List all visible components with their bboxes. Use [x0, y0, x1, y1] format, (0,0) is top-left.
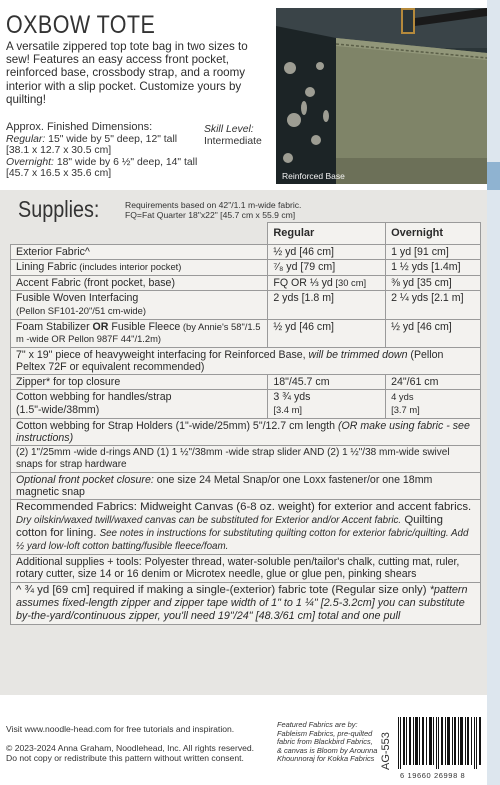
foam-or: OR: [92, 320, 109, 333]
foam-stabilizer-regular: ½ yd [46 cm]: [268, 319, 386, 347]
photo-caption: Reinforced Base: [282, 171, 345, 181]
webbing-cell: [11, 390, 268, 418]
strap-holders-note: (OR make using fabric - see instructions): [16, 419, 470, 444]
exterior-fabric-regular: ½ yd [46 cm]: [268, 244, 386, 260]
pattern-description: A versatile zippered top tote bag in two sizes to sew! Features an easy access front pocket, reinforced base, crossbody strap, and a roomy interior with a slip pocket. Customize yours by quilting!: [6, 40, 248, 106]
table-row: [11, 291, 481, 319]
empty-header-cell: [11, 223, 268, 245]
skill-level: [204, 124, 262, 148]
pocket-closure-label: Optional front pocket closure:: [16, 473, 154, 486]
zipper-footnote: *pattern assumes fixed-length zipper and zipper tape width of 1" to 1 ¼" [2.5-3.2cm] you can substitute by-the-yard/continuous zipper, you'll need 19"/24" [48.3/61 cm] total and one pull: [16, 583, 468, 622]
table-row: [11, 319, 481, 347]
column-header-regular: Regular: [268, 223, 386, 245]
lining-fabric-overnight: 1 ½ yds [1.4m]: [386, 260, 481, 276]
column-header-overnight: Overnight: [386, 223, 481, 245]
supplies-heading: Supplies:: [18, 196, 100, 222]
table-row: [11, 390, 481, 418]
finished-dimensions: [6, 122, 201, 180]
overnight-dimensions: [6, 157, 201, 180]
table-row: [11, 347, 481, 374]
accent-fabric-regular-metric: [30 cm]: [332, 276, 367, 288]
table-row: [11, 582, 481, 624]
adjacent-page-edge: [487, 0, 500, 785]
regular-dimensions: [6, 134, 201, 157]
dimensions-heading: Approx. Finished Dimensions:: [6, 121, 153, 133]
lining-fabric-cell: [11, 260, 268, 276]
overnight-label: Overnight:: [6, 156, 54, 168]
regular-dimensions-text: 15" wide by 5" deep, 12" tall [38.1 x 12.7 x 30.5 cm]: [6, 133, 178, 157]
requirements-line-1: Requirements based on 42"/1.1 m-wide fabric.: [125, 200, 302, 210]
interfacing-cell: [11, 291, 268, 319]
edge-color-block: [487, 162, 500, 190]
foam-stabilizer-overnight: ½ yd [46 cm]: [386, 319, 481, 347]
copyright: © 2023-2024 Anna Graham, Noodlehead, Inc. All rights reserved.: [6, 743, 255, 753]
table-row: [11, 418, 481, 445]
quilting-note: See notes in instructions for substituting quilting cotton for exterior fabric/quilting. Add ½ yard low-loft cotton batting/fusible fleece/foam.: [16, 527, 469, 552]
pocket-closure-cell: [11, 472, 481, 499]
webbing-overnight-metric: [3.7 m]: [391, 403, 420, 415]
table-row: [11, 275, 481, 291]
fabric-requirements-note: [125, 200, 301, 220]
webbing-overnight-cell: [386, 390, 481, 418]
webbing-regular: 3 ¾ yds: [273, 391, 311, 404]
requirements-line-2: FQ=Fat Quarter 18"x22" [45.7 cm x 55.9 cm]: [125, 210, 296, 220]
reinforced-base-photo: [276, 8, 487, 184]
tote-bag-image: [276, 8, 487, 184]
waxed-canvas-note: Dry oilskin/waxed twill/waxed canvas can be substituted for Exterior and/or Accent fabric.: [16, 514, 402, 526]
strap-holders-text: Cotton webbing for Strap Holders (1"-wide/25mm) 5"/12.7 cm length: [16, 419, 338, 432]
exterior-fabric-overnight: 1 yd [91 cm]: [386, 244, 481, 260]
webbing-note: (1.5"-wide/38mm): [16, 403, 100, 416]
table-row: [11, 374, 481, 390]
overnight-dimensions-text: 18" wide by 6 ½" deep, 14" tall [45.7 x 16.5 x 35.6 cm]: [6, 156, 198, 180]
footnote-cell: [11, 582, 481, 624]
lining-fabric-label: Lining Fabric: [16, 261, 77, 274]
peltex-text: 7" x 19" piece of heavyweight interfacing for Reinforced Base,: [16, 348, 309, 361]
fusible-fleece-label: Fusible Fleece: [108, 320, 181, 333]
foam-stabilizer-label: Foam Stabilizer: [16, 320, 93, 333]
webbing-overnight: 4 yds: [391, 391, 414, 403]
footnote-text: ^ ¾ yd [69 cm] required if making a single-(exterior) fabric tote (Regular size only): [16, 583, 430, 596]
lining-fabric-note: (includes interior pocket): [76, 261, 182, 273]
copyright-block: [6, 743, 286, 763]
table-row: [11, 445, 481, 472]
table-row: [11, 472, 481, 499]
footer-text: [6, 724, 255, 763]
lining-fabric-regular: ⁷⁄₈ yd [79 cm]: [268, 260, 386, 276]
table-row: [11, 554, 481, 582]
interfacing-label: Fusible Woven Interfacing: [16, 292, 139, 305]
foam-stabilizer-cell: [11, 319, 268, 347]
accent-fabric-overnight: ⅜ yd [35 cm]: [386, 275, 481, 291]
zipper-regular: 18"/45.7 cm: [268, 374, 386, 390]
table-row: [11, 244, 481, 260]
table-row: [11, 260, 481, 276]
skill-value: Intermediate: [204, 136, 262, 147]
copy-notice: Do not copy or redistribute this pattern without written consent.: [6, 753, 244, 763]
exterior-fabric-label: Exterior Fabric^: [11, 244, 268, 260]
zipper-label: Zipper* for top closure: [11, 374, 268, 390]
zipper-overnight: 24"/61 cm: [386, 374, 481, 390]
accent-fabric-regular-cell: [268, 275, 386, 291]
webbing-regular-cell: [268, 390, 386, 418]
accent-fabric-label: Accent Fabric (front pocket, base): [11, 275, 268, 291]
additional-supplies: Additional supplies + tools: Polyester thread, water-soluble pen/tailor's chalk, cutting mat, ruler, rotary cutter, size 14 or 16 denim or Microtex needle, glue or glue pen, pinking shears: [11, 554, 481, 582]
foam-stabilizer-note: (by Annie's 58"/1.5 m -wide OR Pellon 987F 44"/1.2m): [16, 320, 261, 345]
webbing-label: Cotton webbing for handles/strap: [16, 391, 172, 404]
barcode-number: 6 19660 26998 8: [400, 771, 466, 780]
peltex-trim-note: will be trimmed down: [308, 348, 408, 361]
interfacing-overnight: 2 ¼ yds [2.1 m]: [386, 291, 481, 319]
featured-fabrics: Featured Fabrics are by: Fableism Fabrics, pre-quilted fabric from Blackbird Fabrics, & canvas is Bloom by Arounna Khounnoraj for Kokka Fabrics: [277, 720, 378, 764]
skill-label: Skill Level:: [204, 124, 254, 135]
lining-recommendation: Quilting cotton for lining.: [16, 513, 443, 539]
recommended-fabrics-text: Recommended Fabrics: Midweight Canvas (6-8 oz. weight) for exterior and accent fabrics.: [16, 500, 472, 513]
regular-label: Regular:: [6, 133, 46, 145]
accent-fabric-regular: FQ OR ⅓ yd: [273, 276, 333, 289]
pattern-title: OXBOW TOTE: [6, 11, 156, 39]
table-header-row: [11, 223, 481, 245]
supplies-table: [10, 222, 481, 625]
interfacing-note: (Pellon SF101-20"/51 cm-wide): [16, 304, 146, 316]
interfacing-regular: 2 yds [1.8 m]: [268, 291, 386, 319]
webbing-regular-metric: [3.4 m]: [273, 403, 302, 415]
recommended-fabrics-cell: [11, 499, 481, 554]
peltex-cell: [11, 347, 481, 374]
strap-holders-cell: [11, 418, 481, 445]
strap-hardware: (2) 1"/25mm -wide d-rings AND (1) 1 ½"/38mm -wide strap slider AND (2) 1 ½"/38 mm-wide swivel snaps for strap hardware: [11, 445, 481, 472]
barcode-icon: [396, 717, 484, 769]
pocket-closure-text: one size 24 Metal Snap/or one Loxx fastener/or one 18mm magnetic snap: [16, 473, 433, 498]
visit-link[interactable]: Visit www.noodle-head.com for free tutorials and inspiration.: [6, 724, 235, 734]
peltex-recommendation: (Pellon Peltex 72F or equivalent recommended): [16, 348, 444, 373]
footer: [0, 715, 487, 785]
table-row: [11, 499, 481, 554]
sku-code: AG-553: [380, 732, 392, 770]
